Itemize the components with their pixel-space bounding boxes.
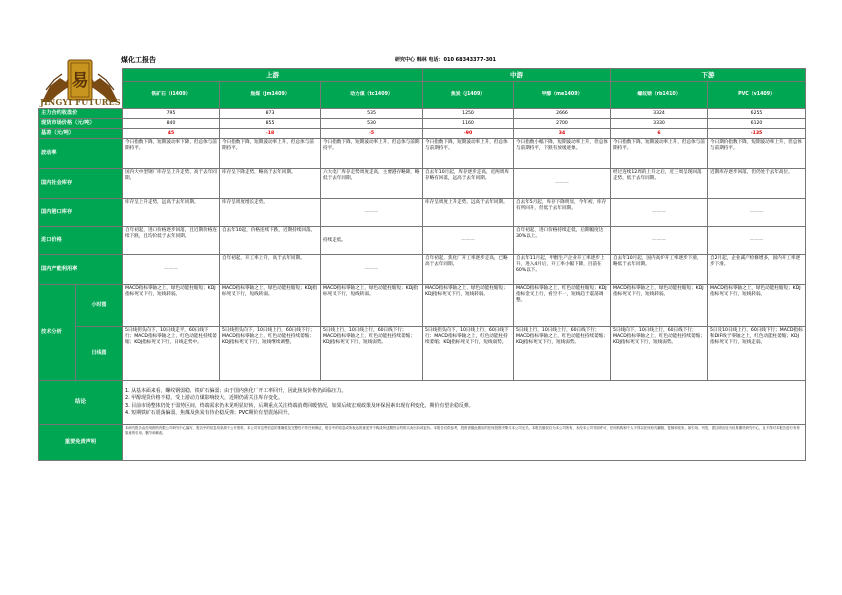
product-header: 动力煤（tc1409） — [321, 82, 423, 109]
inventory-cell: ——— — [514, 169, 611, 199]
volatility-cell: 今日指数下降，短期波动率上升，但总体与前期持平。 — [423, 139, 514, 169]
conclusion-text — [123, 381, 806, 425]
row-header-tech: 技术分析 — [39, 285, 76, 381]
hourly-cell: MACD指标零轴之上，绿色动能柱缩短；KDJ指标死叉下行，短线转弱。 — [123, 285, 220, 327]
port-cell: 库存呈周度增长走势。 — [220, 199, 321, 227]
product-header: 甲醇（me1409） — [514, 82, 611, 109]
volatility-cell: 今日期价指数下降，短期波动率上升，但总体与前期持平。 — [708, 139, 806, 169]
utilization-cell: 自去年11月起，甲醇生产企业开工率逐步上升，进入4月后，开工率小幅下降，目前在60%以下。 — [514, 255, 611, 285]
port-cell: 自去年5月起，库存下降明显，今年初，库存有所回升，但低于去年同期。 — [514, 199, 611, 227]
utilization-cell: ——— — [123, 255, 220, 285]
import-cell: ——— — [708, 227, 806, 255]
product-header: 螺纹钢（rb1410） — [611, 82, 708, 109]
product-header: PVC（v1409） — [708, 82, 806, 109]
inventory-cell: 六大电厂库存走势周度走高，主要港存略降，略低于去年同期。 — [321, 169, 423, 199]
spot-price: 855 — [220, 119, 321, 129]
row-header-disclaimer: 重要免责声明 — [39, 425, 123, 461]
import-cell: 自年初起，进口价格逐步回落，且近期价格连续下跌，且均价低于去年同期。 — [123, 227, 220, 255]
utilization-cell: ——— — [321, 255, 423, 285]
row-header-spot: 现货市场价格（元/吨） — [39, 119, 123, 129]
hourly-cell: MACD指标零轴之上，绿色动能柱缩短；KDJ指标死叉下行，短线转弱。 — [220, 285, 321, 327]
inventory-cell: 库存呈下降走势，略高于去年同期。 — [220, 169, 321, 199]
conclusion-item: 2. 甲醇现货价格不稳，受上游动力煤影响较大，近期仍需关注库存变化。 — [125, 395, 283, 402]
futures-price: 3324 — [611, 109, 708, 119]
basis-value: 6 — [611, 129, 708, 139]
spot-price: 6120 — [708, 119, 806, 129]
basis-value: -90 — [423, 129, 514, 139]
daily-cell: 5日线上行，10日线上行，60日线下行；MACD指标零轴之上，红色动能柱持续萎缩；KDJ指标死叉下行，短线弱势。 — [514, 327, 611, 381]
row-header-futures: 主力合约收盘价 — [39, 109, 123, 119]
spot-price: 530 — [321, 119, 423, 129]
port-cell: ——— — [708, 199, 806, 227]
import-cell: 自去年10起，价格连续下跌，近期持续回落。 — [220, 227, 321, 255]
commodity-table — [38, 68, 806, 461]
row-header-daily: 日线图 — [76, 327, 123, 381]
spot-price: 2700 — [514, 119, 611, 129]
futures-price: 795 — [123, 109, 220, 119]
contact-info: 研究中心 韩林 电话：010 68343377-301 — [395, 57, 497, 63]
import-cell: 自年初起，进口价格持续走低，后期幅度达30%以上。 — [514, 227, 611, 255]
utilization-cell: 自年初起，焦化厂开工率逐步走高，已略高于去年同期。 — [423, 255, 514, 285]
futures-price: 6255 — [708, 109, 806, 119]
import-cell: 持续走低。 — [321, 227, 423, 255]
daily-cell: 5日线拐头向下，10日线走平，60日线下行；MACD指标零轴之上，红色动能柱持续萎缩；KDJ指标死叉下行，日线走势中。 — [123, 327, 220, 381]
group-upstream: 上游 — [123, 69, 423, 82]
basis-value: 45 — [123, 129, 220, 139]
port-cell: ——— — [321, 199, 423, 227]
basis-value: -18 — [220, 129, 321, 139]
inventory-cell: 国内大中型钢厂库存呈上升走势，高于去年同期。 — [123, 169, 220, 199]
logo-wordmark: JINGYI FUTURES — [40, 97, 121, 107]
product-header: 焦煤（jm1409） — [220, 82, 321, 109]
volatility-cell: 今日指数下降，短期波动率下降，但总体与前期持平。 — [123, 139, 220, 169]
basis-value: -5 — [321, 129, 423, 139]
spot-price: 1160 — [423, 119, 514, 129]
utilization-cell: 自去年10月起，国内高炉开工率逐步下滑，略低于去年同期。 — [611, 255, 708, 285]
import-cell: ——— — [611, 227, 708, 255]
conclusion-item: 1. 从基本面来看，螺纹钢弱稳，铁矿石偏弱；由于国内焦化厂开工率回升，因此焦炭价格仍面临压力。 — [125, 388, 347, 395]
row-header-port: 国内港口库存 — [39, 199, 123, 227]
futures-price: 873 — [220, 109, 321, 119]
import-cell: ——— — [423, 227, 514, 255]
port-cell: ——— — [611, 199, 708, 227]
hourly-cell: MACD指标零轴之上，绿色动能柱缩短；KDJ指标死叉下行，短线转弱。 — [321, 285, 423, 327]
row-header-inventory: 国内社会库存 — [39, 169, 123, 199]
row-header-basis: 基差（元/吨） — [39, 129, 123, 139]
futures-price: 2666 — [514, 109, 611, 119]
port-cell: 库存呈周度上升走势，远高于去年同期。 — [423, 199, 514, 227]
logo-cell — [39, 69, 123, 109]
futures-price: 535 — [321, 109, 423, 119]
inventory-cell: 经过连续12周的上升之后，近三周呈现回落走势，低于去年同期。 — [611, 169, 708, 199]
basis-value: -135 — [708, 129, 806, 139]
row-header-utilization: 国内产能利用率 — [39, 255, 123, 285]
utilization-cell: 自年初起，开工率上升，高于去年同期。 — [220, 255, 321, 285]
spot-price: 840 — [123, 119, 220, 129]
daily-cell: 5日线上行，10日线上行，60日线下行；MACD指标零轴之上，红色动能柱持续萎缩；KDJ指标死叉下行，短线弱势。 — [321, 327, 423, 381]
conclusion-item: 4. 短期铁矿石震荡偏弱，焦煤及焦炭有待企稳反弹；PVC期价有望震荡回升。 — [125, 409, 293, 416]
row-header-conclusion: 结论 — [39, 381, 123, 425]
group-midstream: 中游 — [423, 69, 611, 82]
page-title: 煤化工报告 — [121, 56, 156, 64]
daily-cell: 5日及10日线上行，60日线下行；MACD指标和DIF线于零轴之上，红色动能柱萎缩；KDJ指标死叉下行，短线走弱。 — [708, 327, 806, 381]
spot-price: 3330 — [611, 119, 708, 129]
hourly-cell: MACD指标零轴之上，绿色动能柱缩短；KDJ指标死叉下行，短线转弱。 — [611, 285, 708, 327]
row-header-import: 进口价格 — [39, 227, 123, 255]
row-header-hourly: 小时图 — [76, 285, 123, 327]
hourly-cell: MACD指标零轴之上，绿色动能柱缩短；KDJ指标死叉下行，短线转弱。 — [423, 285, 514, 327]
inventory-cell: 近期库存逐步回落，但仍处于去年高位。 — [708, 169, 806, 199]
row-header-volatility: 波动率 — [39, 139, 123, 169]
disclaimer-text: 本研究报告由经易期货有限公司研究中心编写，报告中的信息均来源于公开资料，本公司对这些信息的准确性及完整性不作任何保证，报告中的信息或所表达的意见并不构成所述期货合约的买卖出价或征价。本报告仅供参考，投资者据此做出的任何投资决策与本公司无关。本报告版权仅为本公司所有，未经本公司书面许可，任何机构和个人不得以任何形式翻版、复制和发布。如引用、刊发，需注明出处为经易期货研究中心，且不得对本报告进行有悖原意的引用、删节和修改。 — [123, 425, 806, 461]
inventory-cell: 自去年10月起，库存逐步走高，近两周库存略有回落，远高于去年同期。 — [423, 169, 514, 199]
basis-value: 34 — [514, 129, 611, 139]
volatility-cell: 今日指数下降，短期波动率上升，但总体与前期持平。 — [611, 139, 708, 169]
product-header: 铁矿石（i1409） — [123, 82, 220, 109]
hourly-cell: MACD指标零轴之上，红色动能柱缩短；KDJ指标金叉上行，看空不一，短线趋于震荡调整。 — [514, 285, 611, 327]
volatility-cell: 今日指数下降，短期波动率上升，但总体与前期持平。 — [220, 139, 321, 169]
product-header: 焦炭（j1409） — [423, 82, 514, 109]
port-cell: 库存呈上升走势，远高于去年同期。 — [123, 199, 220, 227]
utilization-cell: 自2月起，企业减产检修增多，国内开工率逐步下滑。 — [708, 255, 806, 285]
daily-cell: 5日线拐头向下，10日线上行，60日线下行；MACD指标零轴之上，红色动能柱持续萎缩；KDJ指标死叉下行，短线弱势。 — [423, 327, 514, 381]
futures-price: 1250 — [423, 109, 514, 119]
daily-cell: 5日线拐头向下，10日线上行，60日线下行；MACD指标零轴之上，红色动能柱持续萎缩；KDJ指标死叉下行，短线继续调整。 — [220, 327, 321, 381]
volatility-cell: 今日指数下降，短期波动率上升，但总体与前期持平。 — [321, 139, 423, 169]
group-downstream: 下游 — [611, 69, 806, 82]
conclusion-item: 3. 目前市场整体仍处于弱势区间，终端需求仍未见明显好转，后期重点关注终端消费回暖情况，如果后续宏观政策及环保因素出现有利变化，期价有望企稳反弹。 — [125, 402, 474, 409]
logo-glyph: 易 — [71, 71, 89, 91]
daily-cell: 5日线向下，10日线上行，60日线下行；MACD指标零轴之上，红色动能柱持续萎缩；KDJ指标死叉下行，短线弱势。 — [611, 327, 708, 381]
hourly-cell: MACD指标零轴之上，绿色动能柱缩短；KDJ指标死叉下行，短线转弱。 — [708, 285, 806, 327]
volatility-cell: 今日指数小幅下降，短期波动率上升，但总体与前期持平，下跌有放缓迹象。 — [514, 139, 611, 169]
